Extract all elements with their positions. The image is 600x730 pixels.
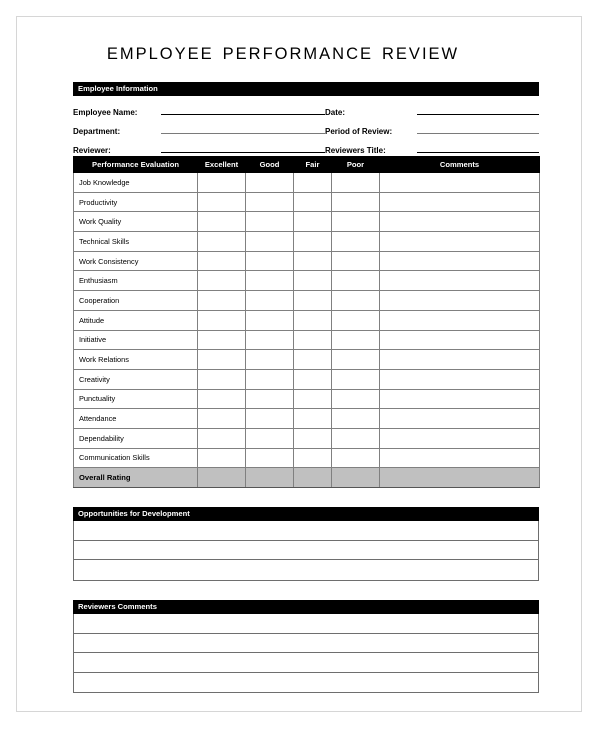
rating-cell-fair[interactable] — [294, 173, 332, 193]
criterion-label: Overall Rating — [74, 468, 198, 488]
criterion-label: Enthusiasm — [74, 271, 198, 291]
rating-cell-comments[interactable] — [380, 291, 540, 311]
employee-name-input[interactable] — [161, 104, 325, 115]
rating-cell-fair[interactable] — [294, 192, 332, 212]
table-row — [74, 389, 540, 409]
table-row — [74, 409, 540, 429]
column-header-comments: Comments — [380, 157, 540, 173]
rating-cell-good[interactable] — [246, 212, 294, 232]
criterion-label: Cooperation — [74, 291, 198, 311]
rating-cell-excellent[interactable] — [198, 192, 246, 212]
employee-information-section — [73, 82, 539, 161]
rating-cell-good[interactable] — [246, 173, 294, 193]
performance-evaluation-table — [73, 156, 540, 488]
table-row — [74, 330, 540, 350]
rating-cell-comments[interactable] — [380, 251, 540, 271]
rating-cell-poor[interactable] — [332, 369, 380, 389]
text-row[interactable] — [74, 541, 538, 561]
rating-cell-fair[interactable] — [294, 428, 332, 448]
column-header-criterion: Performance Evaluation — [74, 157, 198, 173]
rating-cell-excellent[interactable] — [198, 271, 246, 291]
field-label: Employee Name: — [73, 108, 138, 117]
rating-cell-poor[interactable] — [332, 212, 380, 232]
rating-cell-excellent[interactable] — [198, 350, 246, 370]
field-reviewers-title — [325, 142, 539, 155]
table-row — [74, 271, 540, 291]
rating-cell-comments[interactable] — [380, 271, 540, 291]
rating-cell-poor[interactable] — [332, 291, 380, 311]
column-header-fair: Fair — [294, 157, 332, 173]
info-row — [73, 104, 539, 123]
rating-cell-poor[interactable] — [332, 192, 380, 212]
employee-information-fields — [73, 104, 539, 161]
rating-cell-fair[interactable] — [294, 409, 332, 429]
date-input[interactable] — [417, 104, 539, 115]
rating-cell-excellent[interactable] — [198, 448, 246, 468]
document-page — [16, 16, 582, 712]
rating-cell-comments[interactable] — [380, 428, 540, 448]
rating-cell-fair[interactable] — [294, 369, 332, 389]
title-word-3: REVIEW — [382, 45, 460, 63]
rating-cell-comments[interactable] — [380, 330, 540, 350]
page-title — [73, 45, 493, 64]
criterion-label: Attitude — [74, 310, 198, 330]
criterion-label: Productivity — [74, 192, 198, 212]
table-row — [74, 468, 540, 488]
rating-cell-comments[interactable] — [380, 212, 540, 232]
text-row[interactable] — [74, 634, 538, 654]
rating-cell-excellent[interactable] — [198, 428, 246, 448]
criterion-label: Technical Skills — [74, 232, 198, 252]
evaluation-table-body — [74, 173, 540, 488]
text-row[interactable] — [74, 673, 538, 693]
table-row — [74, 310, 540, 330]
opportunities-for-development-section — [73, 507, 539, 581]
rating-cell-comments[interactable] — [380, 310, 540, 330]
text-row[interactable] — [74, 560, 538, 580]
rating-cell-comments[interactable] — [380, 369, 540, 389]
rating-cell-good[interactable] — [246, 291, 294, 311]
field-label: Department: — [73, 127, 121, 136]
criterion-label: Communication Skills — [74, 448, 198, 468]
criterion-label: Punctuality — [74, 389, 198, 409]
rating-cell-fair[interactable] — [294, 310, 332, 330]
rating-cell-good[interactable] — [246, 330, 294, 350]
table-row — [74, 232, 540, 252]
criterion-label: Work Relations — [74, 350, 198, 370]
rating-cell-fair[interactable] — [294, 350, 332, 370]
field-label: Date: — [325, 108, 346, 117]
rating-cell-fair[interactable] — [294, 232, 332, 252]
field-period-of-review — [325, 123, 539, 136]
criterion-label: Dependability — [74, 428, 198, 448]
rating-cell-comments[interactable] — [380, 389, 540, 409]
criterion-label: Creativity — [74, 369, 198, 389]
table-row — [74, 251, 540, 271]
criterion-label: Job Knowledge — [74, 173, 198, 193]
rating-cell-good[interactable] — [246, 251, 294, 271]
rating-cell-poor[interactable] — [332, 173, 380, 193]
column-header-excellent: Excellent — [198, 157, 246, 173]
table-header-row — [74, 157, 540, 173]
rating-cell-poor[interactable] — [332, 350, 380, 370]
rating-cell-good[interactable] — [246, 389, 294, 409]
criterion-label: Work Quality — [74, 212, 198, 232]
rating-cell-poor[interactable] — [332, 232, 380, 252]
rating-cell-excellent[interactable] — [198, 330, 246, 350]
rating-cell-poor[interactable] — [332, 428, 380, 448]
field-employee-name — [73, 104, 325, 117]
field-department — [73, 123, 325, 136]
table-row — [74, 350, 540, 370]
rating-cell-good[interactable] — [246, 369, 294, 389]
field-reviewer — [73, 142, 325, 155]
rating-cell-fair[interactable] — [294, 291, 332, 311]
rating-cell-poor[interactable] — [332, 330, 380, 350]
title-word-2: PERFORMANCE — [222, 45, 374, 63]
rating-cell-comments[interactable] — [380, 192, 540, 212]
text-row[interactable] — [74, 521, 538, 541]
rating-cell-excellent[interactable] — [198, 173, 246, 193]
rating-cell-good[interactable] — [246, 310, 294, 330]
rating-cell-fair[interactable] — [294, 271, 332, 291]
period-of-review-input[interactable] — [417, 123, 539, 134]
field-label: Reviewer: — [73, 146, 111, 155]
field-label: Period of Review: — [325, 127, 393, 136]
rating-cell-comments[interactable] — [380, 409, 540, 429]
rating-cell-poor[interactable] — [332, 271, 380, 291]
reviewers-comments-header: Reviewers Comments — [73, 600, 539, 614]
opportunities-for-development-header: Opportunities for Development — [73, 507, 539, 521]
rating-cell-good[interactable] — [246, 448, 294, 468]
field-label: Reviewers Title: — [325, 146, 386, 155]
text-row[interactable] — [74, 653, 538, 673]
rating-cell-poor[interactable] — [332, 468, 380, 488]
table-row — [74, 291, 540, 311]
rating-cell-fair[interactable] — [294, 330, 332, 350]
department-input[interactable] — [161, 123, 325, 134]
rating-cell-comments[interactable] — [380, 232, 540, 252]
rating-cell-comments[interactable] — [380, 448, 540, 468]
rating-cell-fair[interactable] — [294, 251, 332, 271]
table-row — [74, 212, 540, 232]
rating-cell-excellent[interactable] — [198, 212, 246, 232]
criterion-label: Attendance — [74, 409, 198, 429]
rating-cell-comments[interactable] — [380, 468, 540, 488]
reviewers-comments-rows — [73, 614, 539, 693]
rating-cell-poor[interactable] — [332, 389, 380, 409]
rating-cell-good[interactable] — [246, 428, 294, 448]
rating-cell-good[interactable] — [246, 271, 294, 291]
criterion-label: Work Consistency — [74, 251, 198, 271]
text-row[interactable] — [74, 614, 538, 634]
rating-cell-good[interactable] — [246, 409, 294, 429]
rating-cell-excellent[interactable] — [198, 468, 246, 488]
rating-cell-fair[interactable] — [294, 389, 332, 409]
employee-information-header: Employee Information — [73, 82, 539, 96]
rating-cell-excellent[interactable] — [198, 369, 246, 389]
column-header-good: Good — [246, 157, 294, 173]
criterion-label: Initiative — [74, 330, 198, 350]
table-row — [74, 173, 540, 193]
rating-cell-excellent[interactable] — [198, 409, 246, 429]
reviewers-title-input[interactable] — [417, 142, 539, 153]
info-row — [73, 123, 539, 142]
column-header-poor: Poor — [332, 157, 380, 173]
title-word-1: EMPLOYEE — [106, 45, 214, 63]
rating-cell-good[interactable] — [246, 350, 294, 370]
rating-cell-poor[interactable] — [332, 409, 380, 429]
rating-cell-excellent[interactable] — [198, 232, 246, 252]
rating-cell-good[interactable] — [246, 192, 294, 212]
rating-cell-excellent[interactable] — [198, 310, 246, 330]
rating-cell-fair[interactable] — [294, 212, 332, 232]
table-row — [74, 369, 540, 389]
rating-cell-poor[interactable] — [332, 448, 380, 468]
table-row — [74, 448, 540, 468]
rating-cell-poor[interactable] — [332, 310, 380, 330]
opportunities-for-development-rows — [73, 521, 539, 581]
rating-cell-comments[interactable] — [380, 173, 540, 193]
rating-cell-fair[interactable] — [294, 448, 332, 468]
table-row — [74, 428, 540, 448]
table-row — [74, 192, 540, 212]
rating-cell-excellent[interactable] — [198, 251, 246, 271]
reviewer-input[interactable] — [161, 142, 325, 153]
rating-cell-poor[interactable] — [332, 251, 380, 271]
rating-cell-excellent[interactable] — [198, 389, 246, 409]
rating-cell-excellent[interactable] — [198, 291, 246, 311]
field-date — [325, 104, 539, 117]
rating-cell-comments[interactable] — [380, 350, 540, 370]
rating-cell-fair[interactable] — [294, 468, 332, 488]
rating-cell-good[interactable] — [246, 232, 294, 252]
rating-cell-good[interactable] — [246, 468, 294, 488]
reviewers-comments-section — [73, 600, 539, 693]
